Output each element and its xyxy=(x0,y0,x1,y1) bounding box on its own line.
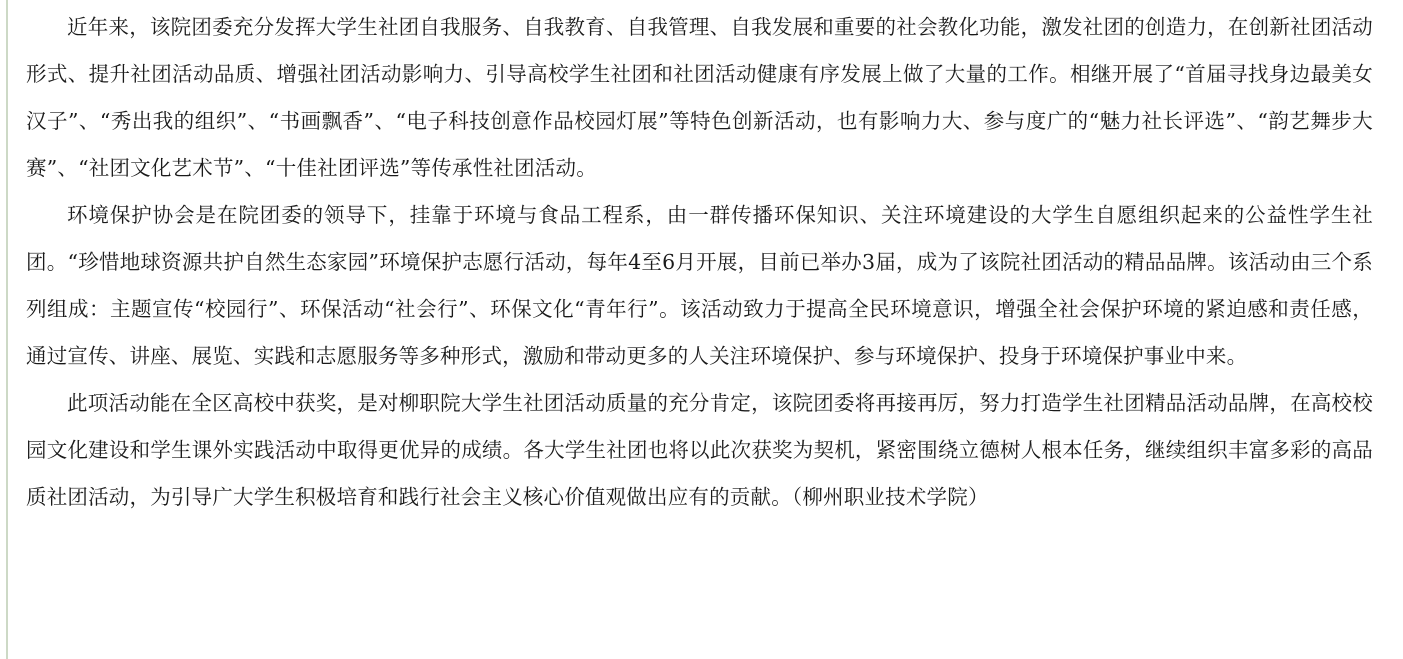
paragraph-2: 环境保护协会是在院团委的领导下，挂靠于环境与食品工程系，由一群传播环保知识、关注环境建设的大学生自愿组织起来的公益性学生社团。“珍惜地球资源共护自然生态家园”环境保护志愿行活动，每年4至6月开展，目前已举办3届，成为了该院社团活动的精品品牌。该活动由三个系列组成：主题宣传“校园行”、环保活动“社会行”、环保文化“青年行”。该活动致力于提高全民环境意识，增强全社会保护环境的紧迫感和责任感，通过宣传、讲座、展览、实践和志愿服务等多种形式，激励和带动更多的人关注环境保护、参与环境保护、投身于环境保护事业中来。 xyxy=(26,203,1373,368)
left-margin-rule xyxy=(6,0,8,659)
document-body xyxy=(26,0,1373,521)
paragraph-3: 此项活动能在全区高校中获奖，是对柳职院大学生社团活动质量的充分肯定，该院团委将再接再厉，努力打造学生社团精品活动品牌，在高校校园文化建设和学生课外实践活动中取得更优异的成绩。各大学生社团也将以此次获奖为契机，紧密围绕立德树人根本任务，继续组织丰富多彩的高品质社团活动，为引导广大学生积极培育和践行社会主义核心价值观做出应有的贡献。（柳州职业技术学院） xyxy=(26,391,1373,509)
paragraph-1: 近年来，该院团委充分发挥大学生社团自我服务、自我教育、自我管理、自我发展和重要的社会教化功能，激发社团的创造力，在创新社团活动形式、提升社团活动品质、增强社团活动影响力、引导高校学生社团和社团活动健康有序发展上做了大量的工作。相继开展了“首届寻找身边最美女汉子”、“秀出我的组织”、“书画飘香”、“电子科技创意作品校园灯展”等特色创新活动，也有影响力大、参与度广的“魅力社长评选”、“韵艺舞步大赛”、“社团文化艺术节”、“十佳社团评选”等传承性社团活动。 xyxy=(26,15,1373,180)
